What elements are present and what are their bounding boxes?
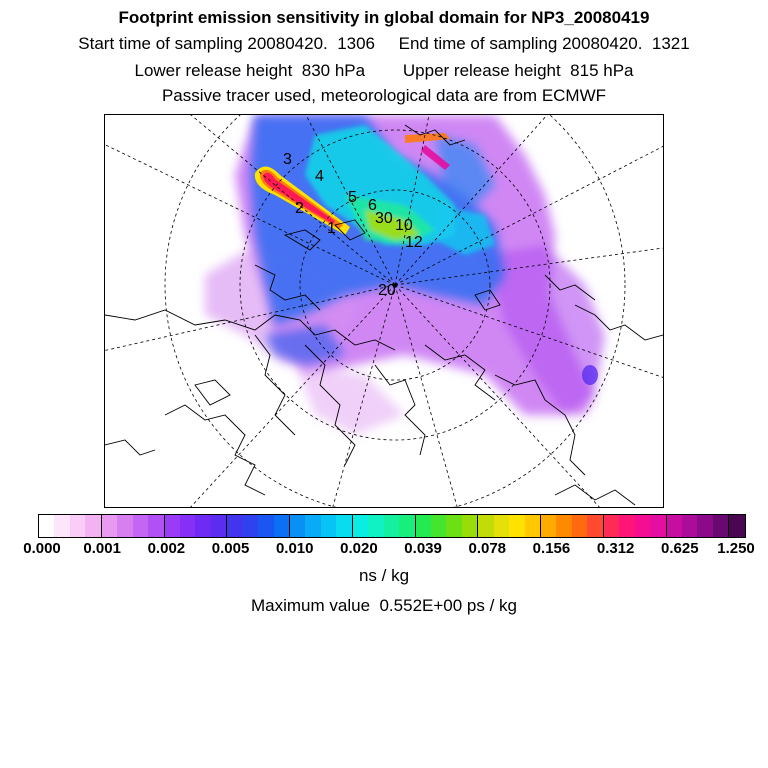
colorbar-tick-label: 0.039: [404, 540, 442, 557]
sampling-time-line: Start time of sampling 20080420. 1306 End time of sampling 20080420. 1321: [78, 34, 690, 53]
colorbar-segment: [211, 515, 227, 537]
colorbar-segment: [133, 515, 148, 537]
colorbar-segment: [227, 515, 242, 537]
colorbar-segment: [274, 515, 290, 537]
colorbar-segment: [148, 515, 164, 537]
colorbar-segment: [54, 515, 69, 537]
trajectory-label: 5: [348, 189, 357, 206]
colorbar-segment: [667, 515, 682, 537]
colorbar-segment: [368, 515, 383, 537]
colorbar-segment: [572, 515, 587, 537]
colorbar-tick-label: 0.625: [661, 540, 699, 557]
trajectory-label: 6: [368, 197, 377, 214]
colorbar-segment: [587, 515, 603, 537]
colorbar-segment: [619, 515, 634, 537]
colorbar: [38, 514, 746, 538]
trajectory-label: 4: [315, 168, 324, 185]
colorbar-segment: [384, 515, 399, 537]
colorbar-segment: [635, 515, 650, 537]
colorbar-segment: [556, 515, 571, 537]
colorbar-segment: [431, 515, 446, 537]
colorbar-segment: [305, 515, 320, 537]
maximum-value-text: Maximum value 0.552E+00 ps / kg: [251, 596, 517, 615]
sensitivity-patch: [582, 365, 598, 385]
colorbar-tick-label: 0.010: [275, 540, 314, 557]
colorbar-segment: [39, 515, 54, 537]
release-height-line: Lower release height 830 hPa Upper release height 815 hPa: [134, 61, 634, 80]
colorbar-segment: [321, 515, 336, 537]
map-canvas: [105, 115, 663, 507]
colorbar-segment: [697, 515, 712, 537]
colorbar-tick-label: 0.078: [468, 540, 507, 557]
colorbar-segment: [541, 515, 556, 537]
colorbar-segment: [70, 515, 85, 537]
map-title: Footprint emission sensitivity in global domain for NP3_20080419: [118, 8, 650, 27]
colorbar-segment: [180, 515, 195, 537]
colorbar-segment: [650, 515, 666, 537]
colorbar-segment: [399, 515, 415, 537]
colorbar-segment: [353, 515, 368, 537]
colorbar-segment: [336, 515, 352, 537]
colorbar-segment: [604, 515, 619, 537]
colorbar-segment: [509, 515, 524, 537]
colorbar-segment: [713, 515, 729, 537]
colorbar-segment: [290, 515, 305, 537]
colorbar-tick-label: 0.002: [147, 540, 186, 557]
colorbar-tick-label: 0.001: [83, 540, 121, 557]
trajectory-label: 1: [327, 220, 336, 237]
colorbar-segment: [258, 515, 273, 537]
colorbar-segment: [85, 515, 101, 537]
colorbar-segment: [117, 515, 132, 537]
colorbar-segment: [729, 515, 744, 537]
colorbar-tick-label: 0.020: [340, 540, 378, 557]
colorbar-tick-label: 0.156: [532, 540, 571, 557]
colorbar-segment: [446, 515, 461, 537]
tracer-info-line: Passive tracer used, meteorological data are from ECMWF: [161, 86, 607, 105]
colorbar-segment: [494, 515, 509, 537]
trajectory-label: 30: [375, 210, 393, 227]
colorbar-segment: [478, 515, 493, 537]
colorbar-segment: [102, 515, 117, 537]
colorbar-segment: [416, 515, 431, 537]
colorbar-tick-label: 0.000: [23, 540, 61, 557]
trajectory-label: 10: [395, 217, 413, 234]
colorbar-tick-label: 0.005: [211, 540, 250, 557]
colorbar-segment: [195, 515, 210, 537]
colorbar-segment: [165, 515, 180, 537]
trajectory-label: 3: [283, 151, 292, 168]
colorbar-units: ns / kg: [358, 566, 410, 585]
colorbar-segment: [462, 515, 478, 537]
colorbar-segment: [682, 515, 697, 537]
footprint-map: [104, 114, 664, 508]
colorbar-tick-label: 1.250: [717, 540, 755, 557]
trajectory-label: 12: [405, 234, 423, 251]
colorbar-tick-label: 0.312: [596, 540, 635, 557]
colorbar-segment: [525, 515, 541, 537]
trajectory-label: 2: [295, 200, 304, 217]
trajectory-label: 20: [378, 282, 396, 299]
colorbar-segment: [243, 515, 258, 537]
